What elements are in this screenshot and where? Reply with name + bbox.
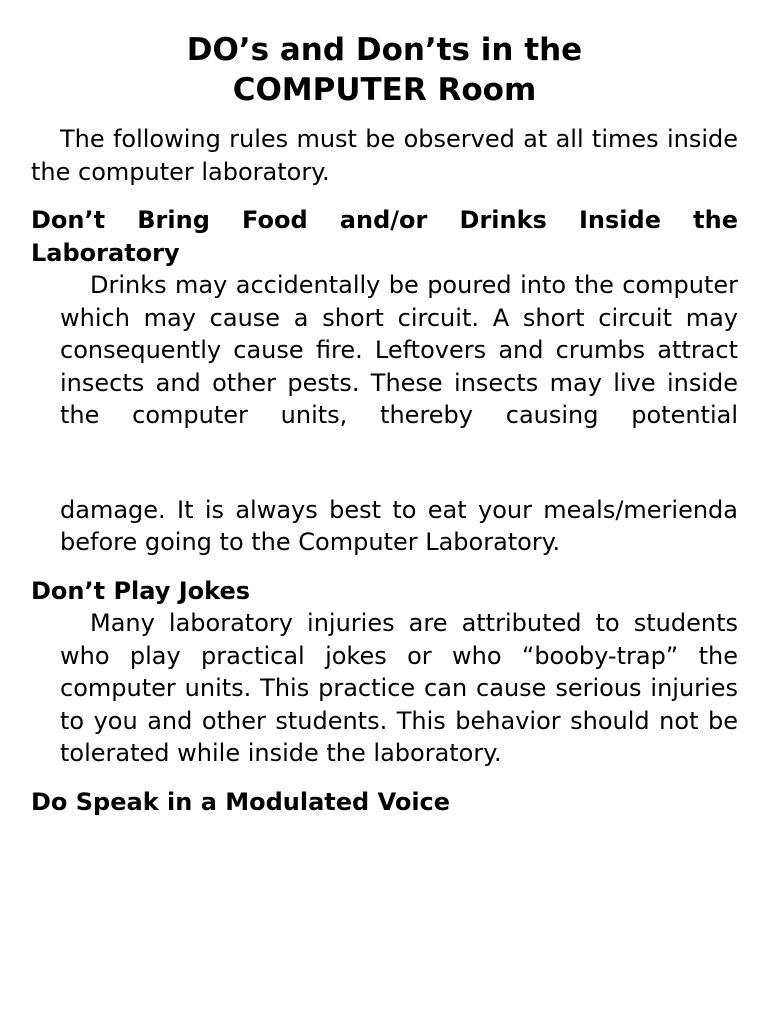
title-line-1: DO’s and Don’ts in the bbox=[186, 32, 583, 68]
section-body-jokes: Many laboratory injuries are attributed to students who play practical jokes or who “booby-trap” the computer units. This practice can cause serious injuries to you and other students. This behavior should not be tolerated while inside the laboratory. bbox=[60, 609, 738, 767]
section-heading-voice: Do Speak in a Modulated Voice bbox=[31, 787, 451, 816]
section-body-food-drinks-part-2: damage. It is always best to eat your meals/merienda before going to the Computer Laboratory. bbox=[60, 495, 738, 556]
section-heading-food-drinks: Don’t Bring Food and/or Drinks Inside the Laboratory bbox=[31, 206, 738, 267]
page-break-gap bbox=[31, 432, 738, 494]
section-heading-jokes: Don’t Play Jokes bbox=[31, 576, 251, 605]
document-page bbox=[31, 30, 738, 818]
section-body-food-drinks-part-1: Drinks may accidentally be poured into the computer which may cause a short circuit. A short circuit may consequently cause fire. Leftovers and crumbs attract insects and other pests. These insects may live inside the computer units, thereby causing potential bbox=[60, 271, 738, 429]
page-title bbox=[31, 30, 738, 110]
intro-paragraph: The following rules must be observed at all times inside the computer laboratory. bbox=[31, 125, 738, 186]
title-line-2: COMPUTER Room bbox=[232, 72, 537, 108]
